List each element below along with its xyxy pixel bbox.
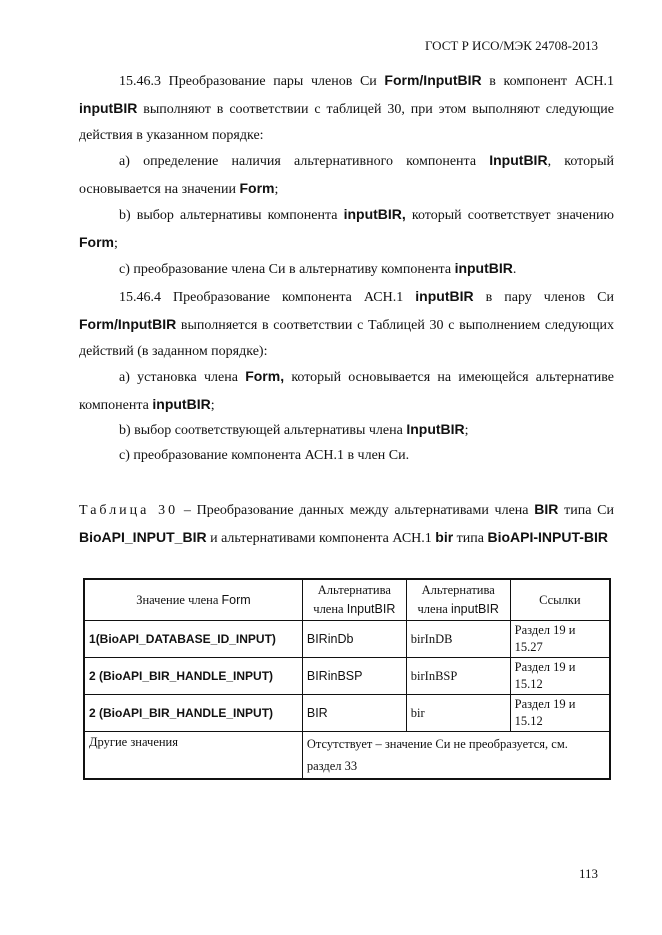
table-row xyxy=(84,658,610,695)
header-cell-asn-alt xyxy=(406,579,510,621)
table-row xyxy=(84,621,610,658)
cell-asn-alt: birInBSP xyxy=(406,658,510,695)
text: в пару членов Си xyxy=(473,290,615,305)
text: типа Си xyxy=(558,503,614,518)
table-row-other xyxy=(84,732,610,780)
list-item-a2 xyxy=(79,363,614,419)
text: типа xyxy=(453,531,488,546)
list-item-b xyxy=(79,201,614,257)
row-code: (BioAPI_DATABASE_ID_INPUT) xyxy=(95,631,276,646)
list-item-c2 xyxy=(79,443,614,469)
header-code: inputBIR xyxy=(450,602,499,616)
cell-asn-alt: birInDB xyxy=(406,621,510,658)
cell-asn-alt: bir xyxy=(406,695,510,732)
code-term: inputBIR xyxy=(152,396,211,412)
header-text: Альтернатива xyxy=(421,583,495,597)
cell-other-label: Другие значения xyxy=(84,732,302,780)
cell-ref: Раздел 19 и 15.12 xyxy=(510,695,610,732)
list-item-a xyxy=(79,147,614,203)
text: а) определение наличия альтернативного компонента xyxy=(119,154,490,169)
text: с) преобразование члена Си в альтернативу компонента xyxy=(119,262,455,277)
text: ; xyxy=(464,423,469,438)
table-caption xyxy=(79,496,614,552)
header-cell-value xyxy=(84,579,302,621)
text: в компонент АСН.1 xyxy=(481,74,615,89)
code-term: BioAPI_INPUT_BIR xyxy=(79,529,207,545)
header-code: Form xyxy=(221,592,251,607)
cell-ref: Раздел 19 и 15.12 xyxy=(510,658,610,695)
row-number: 2 xyxy=(89,668,100,683)
cell-other-note: Отсутствует – значение Си не преобразуется, см. раздел 33 xyxy=(302,732,610,780)
text: ; xyxy=(210,398,215,413)
row-code: (BioAPI_BIR_HANDLE_INPUT) xyxy=(99,705,274,720)
list-item-c xyxy=(79,255,614,283)
text: b) выбор соответствующей альтернативы члена xyxy=(119,423,407,438)
text: . xyxy=(512,262,517,277)
page-number: 113 xyxy=(578,866,598,881)
header-text: Альтернатива xyxy=(317,583,391,597)
code-term: Form xyxy=(79,234,114,250)
cell-c-alt: BIR xyxy=(302,695,406,732)
code-term: BIR xyxy=(534,501,559,517)
table-row xyxy=(84,695,610,732)
paragraph-15-46-3 xyxy=(79,67,614,149)
table-label: Таблица 30 xyxy=(79,503,179,518)
list-item-b2 xyxy=(79,416,614,444)
row-code: (BioAPI_BIR_HANDLE_INPUT) xyxy=(99,668,274,683)
header-text: члена xyxy=(417,602,451,616)
standard-header: ГОСТ Р ИСО/МЭК 24708-2013 xyxy=(424,38,598,53)
header-cell-c-alt xyxy=(302,579,406,621)
cell-value xyxy=(84,621,302,658)
code-term: bir xyxy=(435,529,454,545)
header-text: Значение члена xyxy=(136,592,222,607)
code-term: BioAPI-INPUT-BIR xyxy=(487,529,609,545)
text: – Преобразование данных между альтернативами члена xyxy=(178,503,535,518)
code-term: InputBIR xyxy=(406,421,465,437)
row-number: 2 xyxy=(89,705,100,720)
text: выполняется в соответствии с Таблицей 30 с выполнением следующих действий (в заданном порядке): xyxy=(79,318,614,359)
header-cell-refs: Ссылки xyxy=(510,579,610,621)
cell-c-alt: BIRinDb xyxy=(302,621,406,658)
code-term: inputBIR xyxy=(415,288,474,304)
text: 15.46.4 Преобразование компонента АСН.1 xyxy=(119,290,416,305)
code-term: Form/InputBIR xyxy=(79,316,177,332)
text: а) установка члена xyxy=(119,370,246,385)
code-term: Form, xyxy=(245,368,285,384)
text: который соответствует значению xyxy=(405,208,615,223)
code-term: Form xyxy=(239,180,275,196)
code-term: inputBIR xyxy=(79,100,138,116)
cell-ref: Раздел 19 и 15.27 xyxy=(510,621,610,658)
table-header-row xyxy=(84,579,610,621)
text: который основывается на имеющейся альтернативе компонента xyxy=(79,370,614,413)
code-term: InputBIR xyxy=(489,152,548,168)
text: ; xyxy=(274,182,279,197)
mapping-table xyxy=(83,578,611,780)
cell-value xyxy=(84,695,302,732)
cell-c-alt: BIRinBSP xyxy=(302,658,406,695)
header-code: InputBIR xyxy=(346,602,396,616)
code-term: inputBIR xyxy=(454,260,513,276)
text: с) преобразование компонента АСН.1 в член Си. xyxy=(119,448,410,463)
paragraph-15-46-4 xyxy=(79,283,614,365)
text: и альтернативами компонента АСН.1 xyxy=(206,531,436,546)
text: ; xyxy=(114,236,118,251)
text: b) выбор альтернативы компонента xyxy=(119,208,344,223)
cell-value xyxy=(84,658,302,695)
text: выполняют в соответствии с таблицей 30, при этом выполняют следующие действия в указанном порядке: xyxy=(79,102,614,143)
text: , который основывается на значении xyxy=(79,154,614,197)
text: 15.46.3 Преобразование пары членов Си xyxy=(119,74,385,89)
row-number: 1 xyxy=(89,631,96,646)
code-term: inputBIR, xyxy=(343,206,406,222)
header-text: члена xyxy=(313,602,347,616)
code-term: Form/InputBIR xyxy=(384,72,482,88)
